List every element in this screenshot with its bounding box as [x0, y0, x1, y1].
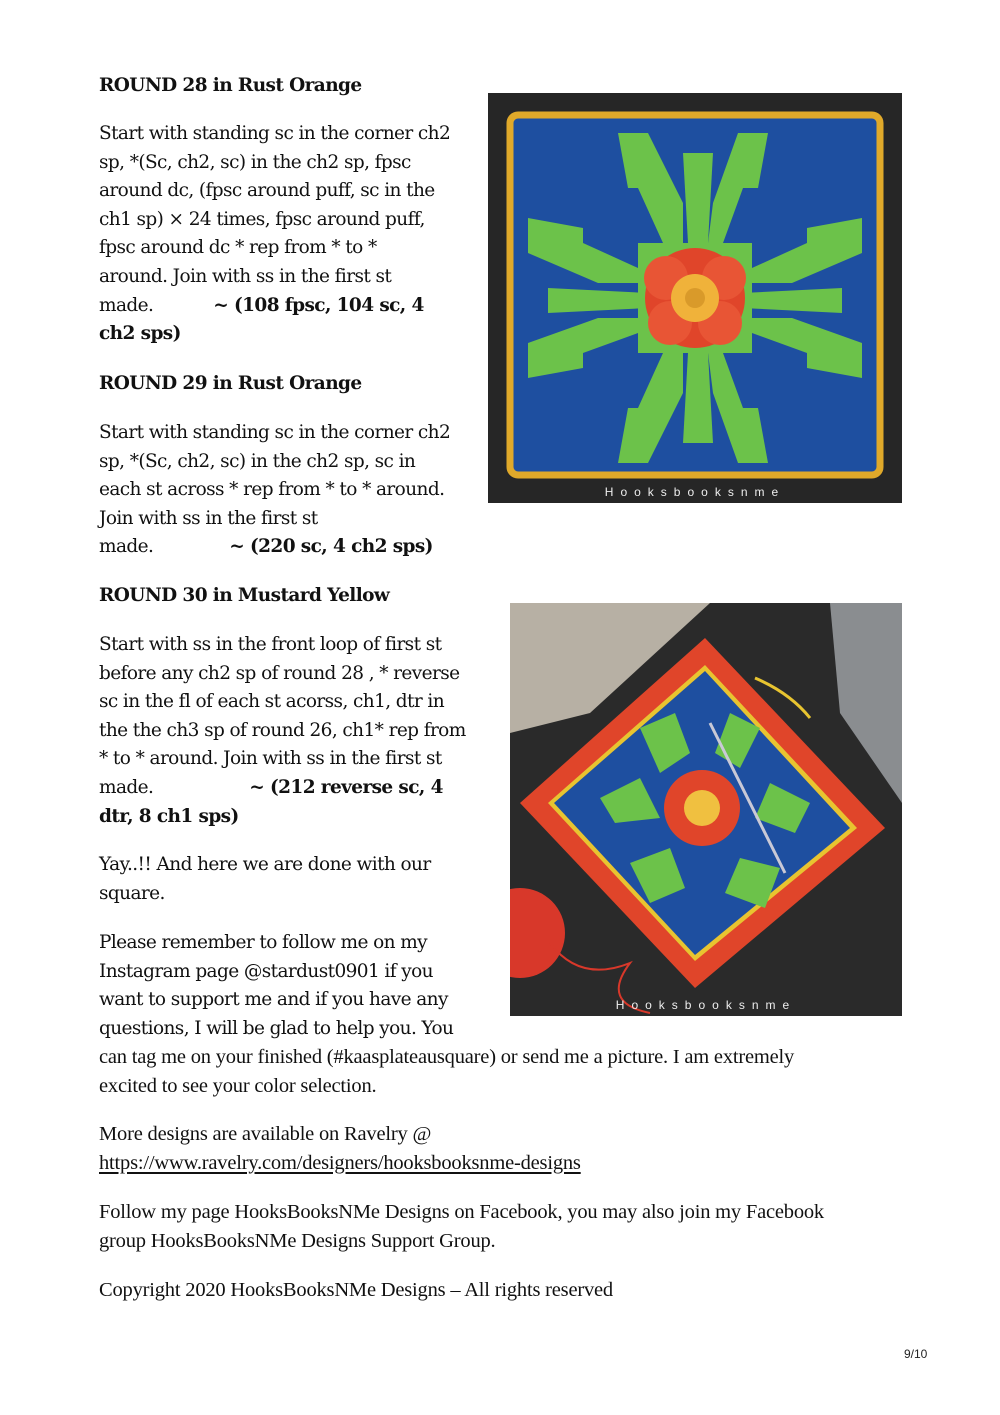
instagram-paragraph-bottom	[99, 1043, 919, 1100]
text-line: Please remember to follow me on my	[99, 932, 428, 953]
text-line: * to * around. Join with ss in the first st	[99, 748, 442, 770]
text-line: can tag me on your finished (#kaasplateausquare) or send me a picture. I am extremely	[99, 1046, 795, 1068]
photo-watermark: Hooksbooksnme	[604, 485, 786, 499]
text-line: questions, I will be glad to help you. You	[99, 1017, 454, 1039]
round-29-heading: ROUND 29 in Rust Orange	[99, 373, 362, 394]
stitch-count-cont: ch2 sps)	[99, 323, 181, 345]
done-paragraph	[99, 851, 489, 908]
text-line: around dc, (fpsc around puff, sc in the	[99, 180, 435, 202]
text-line: made.	[99, 294, 154, 316]
text-line: square.	[99, 882, 165, 904]
text-line: Join with ss in the first st	[99, 507, 318, 529]
round-30-heading: ROUND 30 in Mustard Yellow	[99, 585, 390, 606]
text-line: More designs are available on Ravelry @	[99, 1123, 432, 1145]
text-line: Instagram page @stardust0901 if you	[99, 960, 433, 982]
text-line: excited to see your color selection.	[99, 1074, 377, 1097]
crochet-square-photo-2	[510, 603, 902, 1016]
round-28-instructions	[99, 120, 479, 349]
text-line: Start with standing sc in the corner ch2	[99, 422, 451, 443]
stitch-count: ~ (212 reverse sc, 4	[249, 776, 443, 798]
ravelry-paragraph	[99, 1120, 919, 1177]
text-line: sc in the fl of each st acorss, ch1, dtr in	[99, 691, 445, 713]
text-line: before any ch2 sp of round 28 , * reverse	[99, 662, 460, 684]
page-number: 9/10	[904, 1347, 928, 1361]
photo-watermark: Hooksbooksnme	[615, 998, 797, 1012]
stitch-count: ~ (108 fpsc, 104 sc, 4	[213, 294, 424, 316]
instagram-paragraph-top	[99, 929, 489, 1043]
round-29-instructions	[99, 419, 479, 562]
facebook-paragraph	[99, 1198, 919, 1255]
text-line: each st across * rep from * to * around.	[99, 479, 445, 501]
ravelry-link[interactable]: https://www.ravelry.com/designers/hooksbooksnme-designs	[99, 1151, 581, 1174]
stitch-count: ~ (220 sc, 4 ch2 sps)	[229, 536, 433, 558]
text-line: fpsc around dc * rep from * to *	[99, 237, 377, 259]
text-line: sp, *(Sc, ch2, sc) in the ch2 sp, sc in	[99, 450, 416, 472]
text-line: made.	[99, 776, 154, 798]
text-line: Start with standing sc in the corner ch2	[99, 123, 451, 144]
crochet-square-photo-1	[488, 93, 902, 503]
text-line: the the ch3 sp of round 26, ch1* rep from	[99, 719, 466, 741]
text-line: group HooksBooksNMe Designs Support Group.	[99, 1229, 496, 1252]
text-line: Follow my page HooksBooksNMe Designs on Facebook, you may also join my Facebook	[99, 1201, 824, 1223]
text-line: Start with ss in the front loop of first st	[99, 634, 442, 655]
text-line: want to support me and if you have any	[99, 989, 448, 1011]
copyright-text: Copyright 2020 HooksBooksNMe Designs – All rights reserved	[99, 1279, 613, 1301]
round-28-heading: ROUND 28 in Rust Orange	[99, 75, 362, 96]
crochet-square-illustration	[488, 93, 902, 503]
round-30-instructions	[99, 631, 494, 831]
text-line: Yay..!! And here we are done with our	[99, 854, 431, 875]
text-line: around. Join with ss in the first st	[99, 265, 392, 287]
text-line: made.	[99, 536, 154, 558]
text-line: ch1 sp) × 24 times, fpsc around puff,	[99, 208, 425, 230]
stitch-count-cont: dtr, 8 ch1 sps)	[99, 805, 239, 827]
text-line: sp, *(Sc, ch2, sc) in the ch2 sp, fpsc	[99, 151, 411, 173]
crochet-square-rotated-illustration	[510, 603, 902, 1016]
